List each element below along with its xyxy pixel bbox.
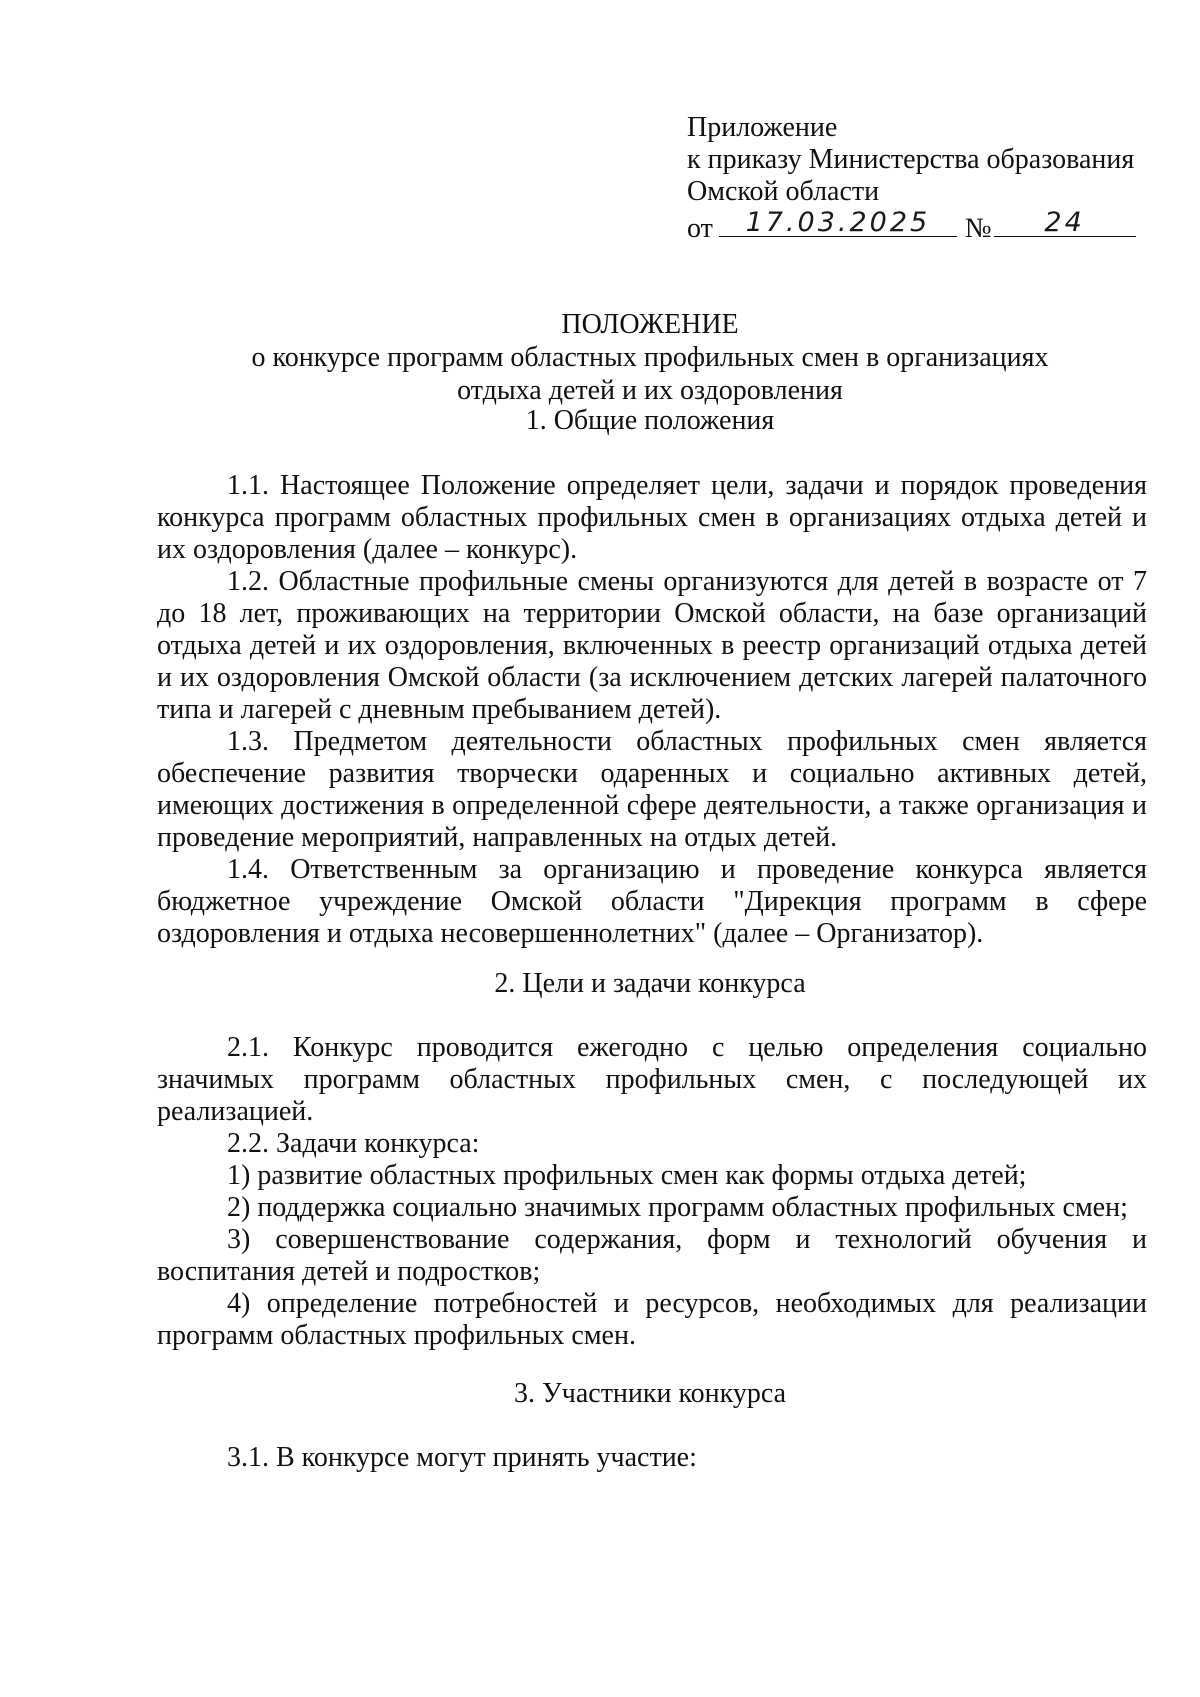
list-item-2-2-3: 3) совершенствование содержания, форм и технологий обучения и воспитания детей и подростков;: [157, 1224, 1147, 1287]
appendix-label: Приложение: [687, 112, 838, 143]
document-subtitle-line-1: о конкурсе программ областных профильных смен в организациях: [251, 342, 1049, 373]
paragraph-3-1: 3.1. В конкурсе могут принять участие:: [227, 1442, 697, 1473]
document-subtitle-line-2: отдыха детей и их оздоровления: [457, 375, 843, 406]
section-1-heading: 1. Общие положения: [525, 405, 775, 436]
paragraph-2-1: 2.1. Конкурс проводится ежегодно с целью определения социально значимых программ областных профильных смен, с последующей их реализацией.: [157, 1032, 1147, 1127]
list-item-2-2-1: 1) развитие областных профильных смен как формы отдыха детей;: [227, 1160, 1027, 1191]
handwritten-date: 17.03.2025: [745, 207, 931, 238]
document-title: ПОЛОЖЕНИЕ: [561, 309, 739, 340]
list-item-2-2-4: 4) определение потребностей и ресурсов, необходимых для реализации программ областных профильных смен.: [157, 1288, 1147, 1351]
section-3-heading: 3. Участники конкурса: [513, 1378, 787, 1409]
number-prefix: №: [964, 213, 992, 244]
appendix-block: [687, 112, 1167, 242]
order-date-number-row: [687, 208, 1167, 242]
date-blank: [719, 208, 957, 237]
section-2-heading: 2. Цели и задачи конкурса: [494, 968, 806, 999]
appendix-order-reference: к приказу Министерства образования: [687, 144, 1135, 175]
handwritten-number: 24: [1044, 207, 1085, 238]
number-blank: [994, 208, 1136, 237]
paragraph-2-2: 2.2. Задачи конкурса:: [227, 1128, 480, 1159]
document-title-block: [150, 308, 1150, 407]
date-prefix: от: [687, 213, 713, 244]
paragraph-1-1: 1.1. Настоящее Положение определяет цели, задачи и порядок проведения конкурса программ областных профильных смен в организациях отдыха детей и их оздоровления (далее – конкурс).: [157, 470, 1147, 565]
paragraph-1-3: 1.3. Предметом деятельности областных профильных смен является обеспечение развития творчески одаренных и социально активных детей, имеющих достижения в определенной сфере деятельности, а также организация и проведение мероприятий, направленных на отдых детей.: [157, 726, 1147, 853]
appendix-region: Омской области: [687, 176, 880, 207]
paragraph-1-2: 1.2. Областные профильные смены организуются для детей в возрасте от 7 до 18 лет, проживающих на территории Омской области, на базе организаций отдыха детей и их оздоровления, включенных в реестр организаций отдыха детей и их оздоровления Омской области (за исключением детских лагерей палаточного типа и лагерей с дневным пребыванием детей).: [157, 566, 1147, 725]
list-item-2-2-2: 2) поддержка социально значимых программ областных профильных смен;: [227, 1192, 1128, 1223]
paragraph-1-4: 1.4. Ответственным за организацию и проведение конкурса является бюджетное учреждение Омской области "Дирекция программ в сфере оздоровления и отдыха несовершеннолетних" (далее – Организатор).: [157, 854, 1147, 949]
